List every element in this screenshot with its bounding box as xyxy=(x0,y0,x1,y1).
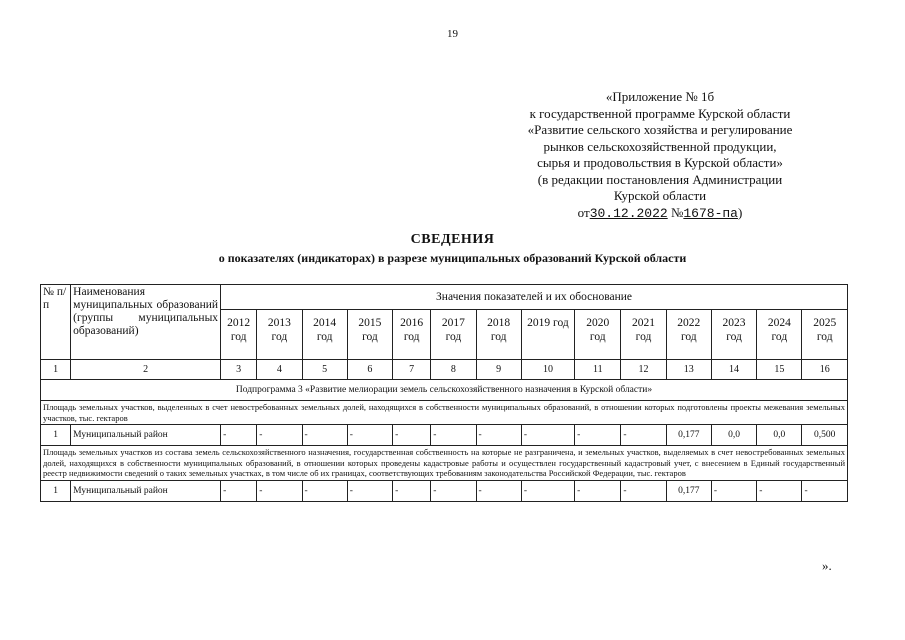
year-header: 2018 год xyxy=(476,310,521,360)
table-row xyxy=(41,480,848,501)
indicator-description: Площадь земельных участков из состава земель сельскохозяйственного назначения, государственная собственность на которые не разграничена, и земельных участков, выделяемых в счет невостребованных земельных долей, находящихся в собственности муниципальных образований, в отношении которых проведены кадастровые работы и осуществлен государственный кадастровый учет, с внесением в Единый государственный реестр недвижимости сведений о таких земельных участках, в том числе об их границах, соответствующих требованиям законодательства Российской Федерации, тыс. гектаров xyxy=(41,446,848,481)
date-prefix: от xyxy=(577,204,590,220)
value-cell: - xyxy=(711,480,756,501)
appendix-line: к государственной программе Курской области xyxy=(529,105,791,121)
column-number: 11 xyxy=(575,360,621,380)
table-row xyxy=(41,425,848,446)
year-header: 2014 год xyxy=(302,310,347,360)
resolution-date-line: от30.12.2022 №1678-па) xyxy=(577,204,743,221)
value-cell: 0,177 xyxy=(666,425,711,446)
appendix-line: (в редакции постановления Администрации xyxy=(537,171,783,187)
row-name: Муниципальный район xyxy=(71,480,221,501)
value-cell: - xyxy=(393,425,431,446)
value-cell: - xyxy=(575,425,621,446)
year-header: 2015 год xyxy=(347,310,392,360)
value-cell: 0,500 xyxy=(802,425,848,446)
value-cell: - xyxy=(476,480,521,501)
column-number: 14 xyxy=(711,360,756,380)
value-cell: - xyxy=(431,425,476,446)
year-header: 2021 год xyxy=(621,310,666,360)
appendix-line: «Развитие сельского хозяйства и регулирование xyxy=(527,122,793,137)
value-cell: - xyxy=(302,425,347,446)
row-no: 1 xyxy=(41,480,71,501)
value-cell: - xyxy=(221,425,257,446)
column-number: 15 xyxy=(757,360,802,380)
value-cell: 0,0 xyxy=(757,425,802,446)
row-name: Муниципальный район xyxy=(71,425,221,446)
year-header: 2020 год xyxy=(575,310,621,360)
column-number: 7 xyxy=(393,360,431,380)
row-no: 1 xyxy=(41,425,71,446)
closing-quote: ». xyxy=(822,558,832,573)
year-header: 2025 год xyxy=(802,310,848,360)
document-subtitle: о показателях (индикаторах) в разрезе муниципальных образований Курской области xyxy=(218,251,687,265)
year-header: 2023 год xyxy=(711,310,756,360)
resolution-date: 30.12.2022 xyxy=(589,205,668,221)
value-cell: - xyxy=(347,480,392,501)
appendix-header xyxy=(500,89,820,222)
year-header: 2012 год xyxy=(221,310,257,360)
header-name: Наименования муниципальных образований (группы муниципальных образований) xyxy=(71,285,221,360)
column-number: 10 xyxy=(521,360,574,380)
column-number: 13 xyxy=(666,360,711,380)
value-cell: - xyxy=(757,480,802,501)
year-header: 2013 год xyxy=(257,310,302,360)
header-values: Значения показателей и их обоснование xyxy=(221,285,848,310)
value-cell: - xyxy=(621,480,666,501)
year-header: 2022 год xyxy=(666,310,711,360)
year-header: 2016 год xyxy=(393,310,431,360)
appendix-line: «Приложение № 1б xyxy=(605,89,715,104)
column-number: 1 xyxy=(41,360,71,380)
column-numbers-row xyxy=(41,360,848,380)
value-cell: 0,177 xyxy=(666,480,711,501)
value-cell: - xyxy=(431,480,476,501)
appendix-line: рынков сельскохозяйственной продукции, xyxy=(543,138,777,154)
resolution-number: 1678-па xyxy=(683,205,738,221)
column-number: 16 xyxy=(802,360,848,380)
value-cell: - xyxy=(302,480,347,501)
year-header: 2017 год xyxy=(431,310,476,360)
value-cell: - xyxy=(476,425,521,446)
header-no: № п/п xyxy=(41,285,71,360)
value-cell: - xyxy=(257,480,302,501)
value-cell: - xyxy=(575,480,621,501)
value-cell: - xyxy=(521,480,574,501)
appendix-line: сырья и продовольствия в Курской области» xyxy=(537,155,783,170)
number-prefix: № xyxy=(670,204,684,220)
value-cell: - xyxy=(257,425,302,446)
column-number: 8 xyxy=(431,360,476,380)
value-cell: - xyxy=(347,425,392,446)
value-cell: - xyxy=(521,425,574,446)
column-number: 5 xyxy=(302,360,347,380)
indicators-table xyxy=(40,284,848,502)
column-number: 12 xyxy=(621,360,666,380)
column-number: 3 xyxy=(221,360,257,380)
subprogram-title: Подпрограмма 3 «Развитие мелиорации земель сельскохозяйственного назначения в Курской области» xyxy=(41,380,848,401)
value-cell: - xyxy=(621,425,666,446)
value-cell: - xyxy=(393,480,431,501)
year-header: 2019 год xyxy=(521,310,574,360)
page-number: 19 xyxy=(447,28,458,40)
value-cell: - xyxy=(802,480,848,501)
column-number: 6 xyxy=(347,360,392,380)
appendix-line: Курской области xyxy=(613,188,707,203)
value-cell: - xyxy=(221,480,257,501)
indicator-description: Площадь земельных участков, выделенных в счет невостребованных земельных долей, находящихся в собственности муниципальных образований, в отношении которых подготовлены проекты межевания земельных участков, тыс. гектаров xyxy=(41,401,848,425)
column-number: 9 xyxy=(476,360,521,380)
year-header: 2024 год xyxy=(757,310,802,360)
value-cell: 0,0 xyxy=(711,425,756,446)
column-number: 2 xyxy=(71,360,221,380)
column-number: 4 xyxy=(257,360,302,380)
document-title: СВЕДЕНИЯ xyxy=(410,232,495,247)
